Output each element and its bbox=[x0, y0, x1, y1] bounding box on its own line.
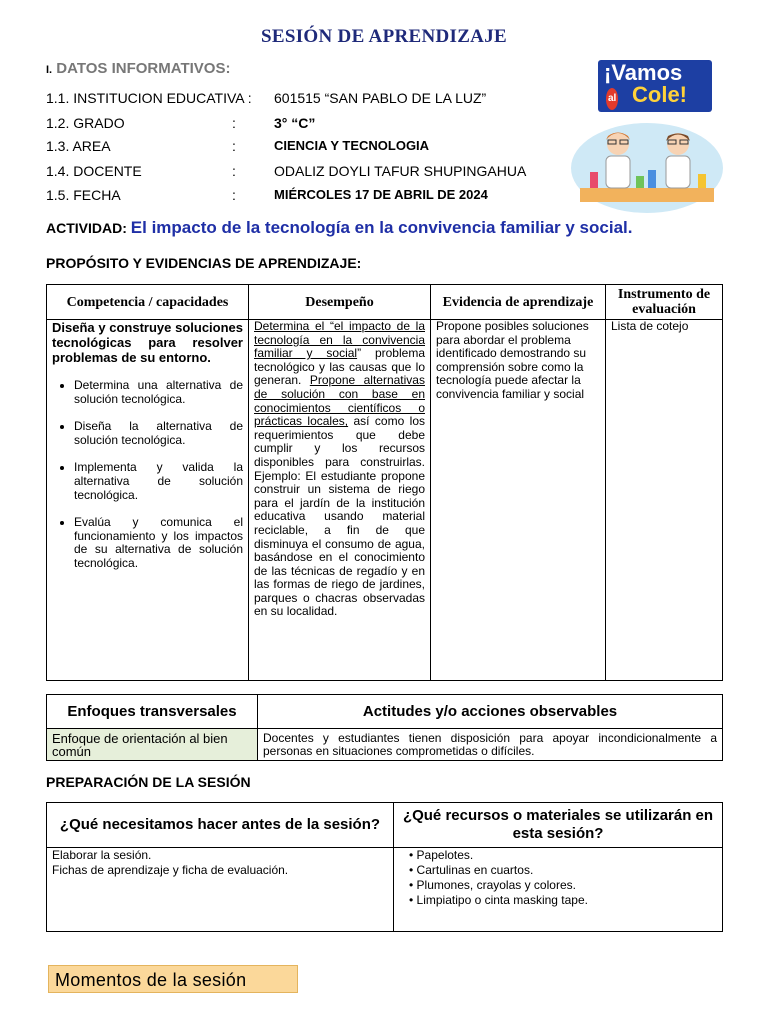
recursos-list bbox=[399, 848, 717, 908]
instrumento-cell: Lista de cotejo bbox=[606, 320, 723, 681]
evidencia-cell: Propone posibles soluciones para abordar el problema identificado demostrando su comprensión sobre como la tecnología puede afectar la convivencia familiar y social bbox=[431, 320, 606, 681]
desempeno-text-2: así como los requerimientos que debe cumplir y los recursos disponibles para construirlas. Ejemplo: El estudiante propone construir un sistema de riego para el jardín de la institución educativa usando material reciclable, a fin de que disminuya el consumo de agua, basándose en el conocimiento de las técnicas de regadío y en las formas de riego de jardines, parques o chacras observadas en su localidad. bbox=[254, 414, 425, 619]
capacidad-item: • Diseña la alternativa de solución tecnológica. bbox=[74, 420, 243, 447]
proposito-table bbox=[46, 284, 723, 681]
desempeno-cell bbox=[249, 320, 431, 681]
info-colon: : bbox=[232, 138, 236, 154]
capacidades-list bbox=[52, 379, 243, 571]
actividad bbox=[46, 218, 632, 238]
capacidad-item: • Determina una alternativa de solución tecnológica. bbox=[74, 379, 243, 406]
vamos-al-cole-logo bbox=[598, 60, 712, 112]
info-colon: : bbox=[232, 187, 236, 203]
info-label-area: 1.3. AREA bbox=[46, 138, 111, 154]
enfoque-cell: Enfoque de orientación al bien común bbox=[47, 729, 258, 761]
info-value-grado: 3° “C” bbox=[274, 115, 316, 131]
actividad-text: El impacto de la tecnología en la convivencia familiar y social. bbox=[130, 218, 633, 237]
scientists-illustration bbox=[570, 116, 724, 214]
info-value-institucion: 601515 “SAN PABLO DE LA LUZ” bbox=[274, 90, 487, 106]
momentos-banner: Momentos de la sesión bbox=[48, 965, 298, 993]
logo-small: al bbox=[606, 88, 618, 110]
section-label: DATOS INFORMATIVOS: bbox=[56, 60, 231, 77]
section-number: I. bbox=[46, 64, 53, 76]
header-enfoques: Enfoques transversales bbox=[47, 695, 258, 729]
antes-cell bbox=[47, 848, 394, 932]
antes-item: Elaborar la sesión. bbox=[52, 848, 152, 862]
header-antes: ¿Qué necesitamos hacer antes de la sesión? bbox=[47, 803, 394, 848]
header-actitudes: Actitudes y/o acciones observables bbox=[258, 695, 723, 729]
desempeno-text-1: ” problema tecnológico y las causas que lo generan. bbox=[254, 346, 425, 388]
desempeno-underlined-2: Propone alternativas de solución con base en conocimientos científicos o prácticas locales, bbox=[254, 373, 425, 429]
capacidad-item: • Implementa y valida la alternativa de solución tecnológica. bbox=[74, 461, 243, 502]
section-datos-informativos bbox=[46, 60, 230, 77]
recurso-item: • Limpiatipo o cinta masking tape. bbox=[409, 893, 717, 908]
info-value-area: CIENCIA Y TECNOLOGIA bbox=[274, 138, 430, 153]
header-evidencia: Evidencia de aprendizaje bbox=[431, 285, 606, 320]
preparacion-table bbox=[46, 802, 723, 932]
logo-line2: Cole! bbox=[632, 82, 687, 107]
info-value-docente: ODALIZ DOYLI TAFUR SHUPINGAHUA bbox=[274, 163, 527, 179]
recurso-item: • Plumones, crayolas y colores. bbox=[409, 878, 717, 893]
page-title: SESIÓN DE APRENDIZAJE bbox=[261, 26, 507, 47]
recurso-item: • Cartulinas en cuartos. bbox=[409, 863, 717, 878]
recurso-item: • Papelotes. bbox=[409, 848, 717, 863]
competencia-cell bbox=[47, 320, 249, 681]
antes-item: Fichas de aprendizaje y ficha de evaluación. bbox=[52, 863, 289, 877]
header-competencia: Competencia / capacidades bbox=[47, 285, 249, 320]
header-desempeno: Desempeño bbox=[249, 285, 431, 320]
info-label-docente: 1.4. DOCENTE bbox=[46, 163, 142, 179]
info-colon: : bbox=[232, 163, 236, 179]
recursos-cell bbox=[394, 848, 723, 932]
actividad-label: ACTIVIDAD: bbox=[46, 220, 127, 236]
header-recursos: ¿Qué recursos o materiales se utilizarán en esta sesión? bbox=[394, 803, 723, 848]
info-value-fecha: MIÉRCOLES 17 DE ABRIL DE 2024 bbox=[274, 187, 488, 202]
info-label-grado: 1.2. GRADO bbox=[46, 115, 125, 131]
actitud-cell: Docentes y estudiantes tienen disposición para apoyar incondicionalmente a personas en situaciones comprometidas o difíciles. bbox=[258, 729, 723, 761]
header-instrumento: Instrumento de evaluación bbox=[606, 285, 723, 320]
logo-line1: ¡Vamos bbox=[604, 60, 683, 85]
info-label-institucion: 1.1. INSTITUCION EDUCATIVA : bbox=[46, 90, 252, 106]
enfoques-table bbox=[46, 694, 723, 761]
capacidad-item: • Evalúa y comunica el funcionamiento y los impactos de su alternativa de solución tecnológica. bbox=[74, 516, 243, 570]
competencia-text: Diseña y construye soluciones tecnológicas para resolver problemas de su entorno. bbox=[52, 320, 243, 365]
preparacion-title: PREPARACIÓN DE LA SESIÓN bbox=[46, 774, 251, 790]
info-colon: : bbox=[232, 115, 236, 131]
proposito-title: PROPÓSITO Y EVIDENCIAS DE APRENDIZAJE: bbox=[46, 255, 362, 271]
desempeno-underlined-1: Determina el “el impacto de la tecnología en la convivencia familiar y social bbox=[254, 319, 425, 361]
info-label-fecha: 1.5. FECHA bbox=[46, 187, 121, 203]
